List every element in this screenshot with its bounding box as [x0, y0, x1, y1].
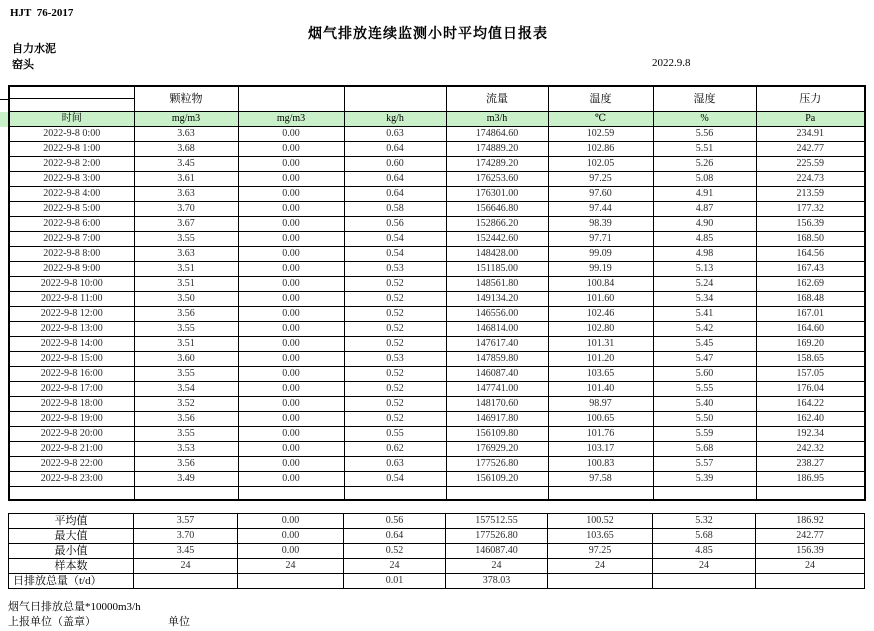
data-cell: 156.39 — [756, 217, 865, 232]
data-cell: 162.40 — [756, 412, 865, 427]
data-cell: 0.52 — [344, 292, 446, 307]
data-row — [9, 157, 865, 172]
data-cell: 147741.00 — [446, 382, 548, 397]
data-cell: 3.45 — [134, 157, 238, 172]
data-cell: 99.19 — [548, 262, 653, 277]
data-cell: 0.00 — [238, 427, 344, 442]
summary-row — [9, 514, 865, 529]
summary-value-cell: 0.64 — [344, 529, 446, 544]
summary-value-cell: 146087.40 — [446, 544, 548, 559]
time-cell: 2022-9-8 2:00 — [9, 157, 134, 172]
summary-value-cell — [548, 574, 653, 589]
summary-rows — [9, 514, 865, 589]
data-row — [9, 262, 865, 277]
data-cell: 101.20 — [548, 352, 653, 367]
data-cell: 0.52 — [344, 307, 446, 322]
summary-value-cell: 0.00 — [238, 514, 344, 529]
data-cell: 0.64 — [344, 172, 446, 187]
data-cell: 0.00 — [238, 292, 344, 307]
data-cell: 5.08 — [653, 172, 756, 187]
pollutant-header-cell: 颗粒物 — [134, 86, 238, 112]
footer-note-report-unit: 上报单位（盖章） — [8, 616, 96, 628]
data-cell: 3.63 — [134, 187, 238, 202]
temperature-header-cell: 温度 — [548, 86, 653, 112]
data-cell: 5.13 — [653, 262, 756, 277]
data-cell: 0.54 — [344, 232, 446, 247]
data-cell: 97.25 — [548, 172, 653, 187]
data-rows — [9, 127, 865, 487]
pollutant-header-cell — [344, 86, 446, 112]
data-cell: 4.85 — [653, 232, 756, 247]
time-cell: 2022-9-8 12:00 — [9, 307, 134, 322]
data-cell: 0.52 — [344, 412, 446, 427]
data-cell: 213.59 — [756, 187, 865, 202]
data-cell: 3.56 — [134, 307, 238, 322]
summary-value-cell: 0.52 — [344, 544, 446, 559]
spacer-row — [9, 487, 865, 501]
summary-value-cell: 24 — [446, 559, 548, 574]
data-cell: 99.09 — [548, 247, 653, 262]
time-cell: 2022-9-8 5:00 — [9, 202, 134, 217]
data-cell: 0.00 — [238, 412, 344, 427]
data-cell: 164.56 — [756, 247, 865, 262]
summary-row — [9, 544, 865, 559]
summary-value-cell: 4.85 — [653, 544, 756, 559]
data-cell: 3.53 — [134, 442, 238, 457]
header-corner-bottom-cell — [9, 99, 134, 112]
summary-value-cell: 0.01 — [344, 574, 446, 589]
unit-cell: m3/h — [446, 112, 548, 127]
data-row — [9, 382, 865, 397]
data-cell: 0.52 — [344, 367, 446, 382]
data-cell: 0.52 — [344, 277, 446, 292]
time-cell: 2022-9-8 0:00 — [9, 127, 134, 142]
data-cell: 3.55 — [134, 322, 238, 337]
summary-row — [9, 574, 865, 589]
data-cell: 97.71 — [548, 232, 653, 247]
data-cell: 3.52 — [134, 397, 238, 412]
data-cell: 158.65 — [756, 352, 865, 367]
data-cell: 102.46 — [548, 307, 653, 322]
data-cell: 177526.80 — [446, 457, 548, 472]
data-cell: 167.01 — [756, 307, 865, 322]
data-row — [9, 367, 865, 382]
data-cell: 5.40 — [653, 397, 756, 412]
data-cell: 101.60 — [548, 292, 653, 307]
time-cell: 2022-9-8 13:00 — [9, 322, 134, 337]
data-row — [9, 202, 865, 217]
data-cell: 0.00 — [238, 382, 344, 397]
data-cell: 156646.80 — [446, 202, 548, 217]
summary-value-cell: 24 — [238, 559, 344, 574]
data-row — [9, 247, 865, 262]
data-cell: 147859.80 — [446, 352, 548, 367]
summary-value-cell: 242.77 — [756, 529, 865, 544]
data-cell: 103.65 — [548, 367, 653, 382]
unit-cell: mg/m3 — [134, 112, 238, 127]
data-cell: 5.26 — [653, 157, 756, 172]
time-cell: 2022-9-8 19:00 — [9, 412, 134, 427]
summary-label-cell: 最小值 — [9, 544, 134, 559]
summary-label-cell: 最大值 — [9, 529, 134, 544]
summary-value-cell: 24 — [548, 559, 653, 574]
data-cell: 176253.60 — [446, 172, 548, 187]
data-cell: 5.47 — [653, 352, 756, 367]
summary-value-cell: 24 — [134, 559, 238, 574]
data-cell: 0.00 — [238, 352, 344, 367]
data-cell: 3.51 — [134, 262, 238, 277]
unit-cell: Pa — [756, 112, 865, 127]
data-cell: 3.60 — [134, 352, 238, 367]
time-cell: 2022-9-8 15:00 — [9, 352, 134, 367]
data-row — [9, 322, 865, 337]
data-cell: 102.86 — [548, 142, 653, 157]
data-cell: 152442.60 — [446, 232, 548, 247]
data-cell: 174289.20 — [446, 157, 548, 172]
data-cell: 3.50 — [134, 292, 238, 307]
data-cell: 192.34 — [756, 427, 865, 442]
data-row — [9, 292, 865, 307]
data-row — [9, 277, 865, 292]
data-cell: 5.57 — [653, 457, 756, 472]
time-cell: 2022-9-8 17:00 — [9, 382, 134, 397]
station-name: 窑头 — [12, 59, 34, 71]
data-cell: 0.55 — [344, 427, 446, 442]
data-cell: 5.24 — [653, 277, 756, 292]
time-cell: 2022-9-8 21:00 — [9, 442, 134, 457]
time-cell: 2022-9-8 16:00 — [9, 367, 134, 382]
summary-value-cell: 0.00 — [238, 544, 344, 559]
data-cell: 5.56 — [653, 127, 756, 142]
data-cell: 5.68 — [653, 442, 756, 457]
data-cell: 0.60 — [344, 157, 446, 172]
summary-value-cell: 0.00 — [238, 529, 344, 544]
data-cell: 98.39 — [548, 217, 653, 232]
data-cell: 168.48 — [756, 292, 865, 307]
summary-value-cell: 5.68 — [653, 529, 756, 544]
data-row — [9, 352, 865, 367]
data-row — [9, 457, 865, 472]
data-row — [9, 307, 865, 322]
data-cell: 242.32 — [756, 442, 865, 457]
summary-row — [9, 529, 865, 544]
company-name: 自力水泥 — [12, 43, 56, 55]
data-cell: 0.53 — [344, 262, 446, 277]
data-cell: 156109.20 — [446, 472, 548, 487]
summary-value-cell: 177526.80 — [446, 529, 548, 544]
time-cell: 2022-9-8 20:00 — [9, 427, 134, 442]
data-cell: 168.50 — [756, 232, 865, 247]
data-cell: 102.59 — [548, 127, 653, 142]
header-corner-top-cell — [9, 86, 134, 99]
data-cell: 0.00 — [238, 127, 344, 142]
data-cell: 97.44 — [548, 202, 653, 217]
data-cell: 0.00 — [238, 172, 344, 187]
data-cell: 164.22 — [756, 397, 865, 412]
data-cell: 5.50 — [653, 412, 756, 427]
data-cell: 174889.20 — [446, 142, 548, 157]
data-cell: 3.68 — [134, 142, 238, 157]
data-cell: 98.97 — [548, 397, 653, 412]
footer-note-unit: 单位 — [168, 616, 190, 628]
summary-value-cell: 3.45 — [134, 544, 238, 559]
data-cell: 3.63 — [134, 247, 238, 262]
summary-value-cell: 100.52 — [548, 514, 653, 529]
data-cell: 177.32 — [756, 202, 865, 217]
data-cell: 0.62 — [344, 442, 446, 457]
time-cell: 2022-9-8 14:00 — [9, 337, 134, 352]
summary-value-cell: 156.39 — [756, 544, 865, 559]
unit-cell: 时间 — [9, 112, 134, 127]
data-cell: 0.56 — [344, 217, 446, 232]
unit-cell: ℃ — [548, 112, 653, 127]
time-cell: 2022-9-8 22:00 — [9, 457, 134, 472]
summary-value-cell: 24 — [344, 559, 446, 574]
data-cell: 0.00 — [238, 187, 344, 202]
data-cell: 103.17 — [548, 442, 653, 457]
time-cell: 2022-9-8 3:00 — [9, 172, 134, 187]
data-row — [9, 172, 865, 187]
data-cell: 102.80 — [548, 322, 653, 337]
data-cell: 3.55 — [134, 367, 238, 382]
data-row — [9, 427, 865, 442]
data-cell: 0.00 — [238, 232, 344, 247]
footer-note-total: 烟气日排放总量*10000m3/h — [8, 601, 141, 613]
data-cell: 164.60 — [756, 322, 865, 337]
data-row — [9, 142, 865, 157]
data-cell: 0.00 — [238, 217, 344, 232]
data-cell: 157.05 — [756, 367, 865, 382]
data-cell: 162.69 — [756, 277, 865, 292]
data-cell: 176929.20 — [446, 442, 548, 457]
data-row — [9, 472, 865, 487]
summary-value-cell: 3.70 — [134, 529, 238, 544]
summary-value-cell — [238, 574, 344, 589]
data-cell: 148170.60 — [446, 397, 548, 412]
data-cell: 0.53 — [344, 352, 446, 367]
humidity-header-cell: 湿度 — [653, 86, 756, 112]
data-cell: 169.20 — [756, 337, 865, 352]
data-cell: 0.00 — [238, 337, 344, 352]
data-cell: 4.90 — [653, 217, 756, 232]
data-cell: 4.87 — [653, 202, 756, 217]
data-cell: 146087.40 — [446, 367, 548, 382]
summary-value-cell: 378.03 — [446, 574, 548, 589]
time-cell: 2022-9-8 7:00 — [9, 232, 134, 247]
data-cell: 225.59 — [756, 157, 865, 172]
data-cell: 5.55 — [653, 382, 756, 397]
data-cell: 4.91 — [653, 187, 756, 202]
data-cell: 186.95 — [756, 472, 865, 487]
data-cell: 0.00 — [238, 322, 344, 337]
time-cell: 2022-9-8 11:00 — [9, 292, 134, 307]
data-cell: 0.00 — [238, 457, 344, 472]
summary-value-cell — [756, 574, 865, 589]
unit-cell: % — [653, 112, 756, 127]
data-cell: 224.73 — [756, 172, 865, 187]
report-date: 2022.9.8 — [652, 57, 691, 69]
pressure-header-cell: 压力 — [756, 86, 865, 112]
header-row-top — [9, 86, 865, 99]
summary-label-cell: 平均值 — [9, 514, 134, 529]
data-cell: 149134.20 — [446, 292, 548, 307]
data-cell: 3.61 — [134, 172, 238, 187]
summary-value-cell — [134, 574, 238, 589]
data-cell: 147617.40 — [446, 337, 548, 352]
data-cell: 3.55 — [134, 427, 238, 442]
data-cell: 0.00 — [238, 202, 344, 217]
data-cell: 167.43 — [756, 262, 865, 277]
data-cell: 3.56 — [134, 412, 238, 427]
data-cell: 3.63 — [134, 127, 238, 142]
data-row — [9, 397, 865, 412]
data-cell: 176.04 — [756, 382, 865, 397]
data-cell: 0.00 — [238, 262, 344, 277]
time-cell: 2022-9-8 23:00 — [9, 472, 134, 487]
data-cell: 0.00 — [238, 472, 344, 487]
data-cell: 102.05 — [548, 157, 653, 172]
summary-row — [9, 559, 865, 574]
data-row — [9, 232, 865, 247]
data-cell: 4.98 — [653, 247, 756, 262]
data-row — [9, 412, 865, 427]
data-cell: 3.70 — [134, 202, 238, 217]
data-cell: 3.51 — [134, 277, 238, 292]
data-cell: 0.00 — [238, 307, 344, 322]
summary-value-cell: 3.57 — [134, 514, 238, 529]
data-cell: 0.54 — [344, 247, 446, 262]
summary-table — [8, 513, 865, 589]
data-cell: 101.31 — [548, 337, 653, 352]
data-cell: 5.42 — [653, 322, 756, 337]
data-cell: 0.52 — [344, 382, 446, 397]
data-cell: 97.60 — [548, 187, 653, 202]
time-cell: 2022-9-8 18:00 — [9, 397, 134, 412]
data-cell: 101.40 — [548, 382, 653, 397]
data-cell: 3.54 — [134, 382, 238, 397]
data-cell: 0.63 — [344, 127, 446, 142]
data-cell: 242.77 — [756, 142, 865, 157]
unit-cell: kg/h — [344, 112, 446, 127]
data-row — [9, 187, 865, 202]
data-cell: 152866.20 — [446, 217, 548, 232]
data-cell: 5.39 — [653, 472, 756, 487]
data-cell: 100.83 — [548, 457, 653, 472]
data-cell: 97.58 — [548, 472, 653, 487]
data-cell: 0.52 — [344, 397, 446, 412]
summary-value-cell — [653, 574, 756, 589]
data-cell: 100.65 — [548, 412, 653, 427]
data-row — [9, 442, 865, 457]
summary-value-cell: 157512.55 — [446, 514, 548, 529]
data-cell: 5.51 — [653, 142, 756, 157]
summary-value-cell: 103.65 — [548, 529, 653, 544]
data-cell: 5.60 — [653, 367, 756, 382]
time-cell: 2022-9-8 6:00 — [9, 217, 134, 232]
data-cell: 101.76 — [548, 427, 653, 442]
summary-label-cell: 样本数 — [9, 559, 134, 574]
summary-value-cell: 24 — [653, 559, 756, 574]
data-cell: 0.64 — [344, 187, 446, 202]
time-cell: 2022-9-8 9:00 — [9, 262, 134, 277]
data-cell: 0.52 — [344, 337, 446, 352]
data-cell: 148428.00 — [446, 247, 548, 262]
data-cell: 100.84 — [548, 277, 653, 292]
time-cell: 2022-9-8 4:00 — [9, 187, 134, 202]
data-cell: 0.00 — [238, 247, 344, 262]
page-title: 烟气排放连续监测小时平均值日报表 — [308, 27, 548, 42]
data-cell: 3.49 — [134, 472, 238, 487]
data-cell: 146814.00 — [446, 322, 548, 337]
summary-label-cell: 日排放总量（t/d） — [9, 574, 134, 589]
standard-code: HJT 76-2017 — [10, 7, 74, 19]
unit-row — [9, 112, 865, 127]
data-row — [9, 217, 865, 232]
data-cell: 3.55 — [134, 232, 238, 247]
data-cell: 0.58 — [344, 202, 446, 217]
data-cell: 146556.00 — [446, 307, 548, 322]
time-cell: 2022-9-8 1:00 — [9, 142, 134, 157]
data-cell: 3.67 — [134, 217, 238, 232]
pollutant-header-cell — [238, 86, 344, 112]
data-cell: 0.63 — [344, 457, 446, 472]
report-table — [8, 85, 866, 501]
data-cell: 176301.00 — [446, 187, 548, 202]
data-row — [9, 337, 865, 352]
data-cell: 3.56 — [134, 457, 238, 472]
data-cell: 238.27 — [756, 457, 865, 472]
data-cell: 0.54 — [344, 472, 446, 487]
data-cell: 0.00 — [238, 142, 344, 157]
data-cell: 0.00 — [238, 397, 344, 412]
data-cell: 0.00 — [238, 277, 344, 292]
data-cell: 0.64 — [344, 142, 446, 157]
data-cell: 146917.80 — [446, 412, 548, 427]
time-cell: 2022-9-8 8:00 — [9, 247, 134, 262]
time-cell: 2022-9-8 10:00 — [9, 277, 134, 292]
unit-cell: mg/m3 — [238, 112, 344, 127]
data-cell: 5.34 — [653, 292, 756, 307]
summary-value-cell: 97.25 — [548, 544, 653, 559]
data-cell: 5.45 — [653, 337, 756, 352]
summary-value-cell: 186.92 — [756, 514, 865, 529]
summary-value-cell: 5.32 — [653, 514, 756, 529]
flow-header-cell: 流量 — [446, 86, 548, 112]
data-cell: 151185.00 — [446, 262, 548, 277]
summary-value-cell: 0.56 — [344, 514, 446, 529]
data-cell: 5.59 — [653, 427, 756, 442]
data-row — [9, 127, 865, 142]
data-cell: 0.00 — [238, 157, 344, 172]
data-cell: 174864.60 — [446, 127, 548, 142]
summary-value-cell: 24 — [756, 559, 865, 574]
data-cell: 0.52 — [344, 322, 446, 337]
data-cell: 156109.80 — [446, 427, 548, 442]
data-cell: 5.41 — [653, 307, 756, 322]
data-cell: 3.51 — [134, 337, 238, 352]
data-cell: 0.00 — [238, 442, 344, 457]
data-cell: 148561.80 — [446, 277, 548, 292]
data-cell: 234.91 — [756, 127, 865, 142]
data-cell: 0.00 — [238, 367, 344, 382]
